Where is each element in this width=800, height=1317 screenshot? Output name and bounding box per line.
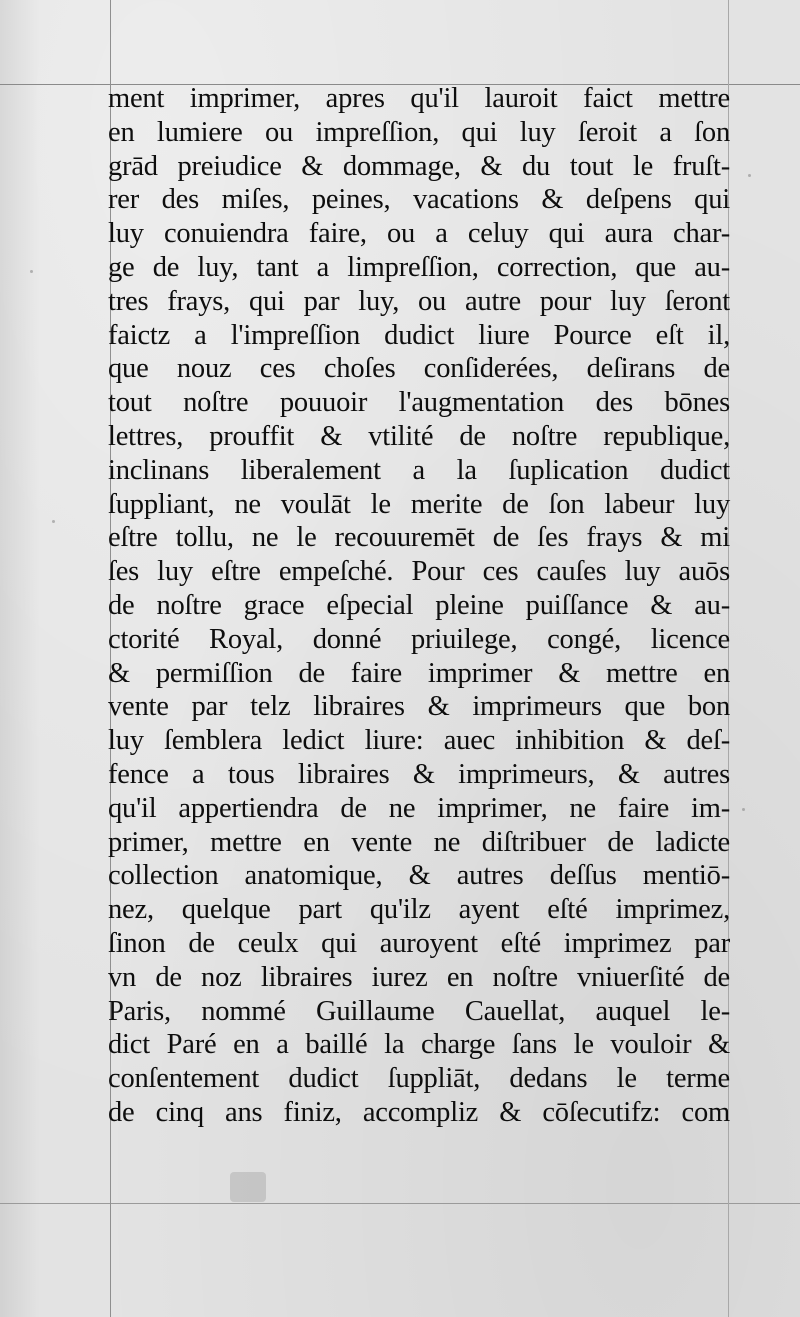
text-line: ſuppliant, ne voulāt le merite de ſon labeur luy	[108, 488, 730, 520]
ink-smudge	[230, 1172, 266, 1202]
paper-speck	[52, 520, 55, 523]
text-line: ſinon de ceulx qui auroyent eſté imprimez par	[108, 927, 730, 959]
text-line: tout noſtre pouuoir l'augmentation des bōnes	[108, 387, 730, 419]
text-line: luy conuiendra faire, ou a celuy qui aura char-	[108, 218, 730, 250]
text-line: ſes luy eſtre empeſché. Pour ces cauſes luy auōs	[108, 556, 730, 588]
text-line: & permiſſion de faire imprimer & mettre en	[108, 657, 730, 689]
text-line: faictz a l'impreſſion dudict liure Pource eſt il,	[108, 319, 730, 351]
text-line: vn de noz libraires iurez en noſtre vniuerſité de	[108, 961, 730, 993]
text-line: eſtre tollu, ne le recouuremēt de ſes frays & mi	[108, 522, 730, 554]
text-line: ctorité Royal, donné priuilege, congé, licence	[108, 623, 730, 655]
text-line: qu'il appertiendra de ne imprimer, ne faire im-	[108, 792, 730, 824]
text-line: en lumiere ou impreſſion, qui luy ſeroit a ſon	[108, 116, 730, 148]
text-line: Paris, nommé Guillaume Cauellat, auquel le-	[108, 995, 730, 1027]
text-line: collection anatomique, & autres deſſus mentiō-	[108, 860, 730, 892]
text-line: lettres, prouffit & vtilité de noſtre republique,	[108, 420, 730, 452]
text-line: primer, mettre en vente ne diſtribuer de ladicte	[108, 826, 730, 858]
paper-speck	[748, 174, 751, 177]
text-line: ment imprimer, apres qu'il lauroit faict mettre	[108, 83, 730, 114]
text-line: nez, quelque part qu'ilz ayent eſté imprimez,	[108, 894, 730, 926]
text-line: grād preiudice & dommage, & du tout le fruſt-	[108, 150, 730, 182]
text-line: que nouz ces choſes conſiderées, deſirans de	[108, 353, 730, 385]
text-line: de cinq ans finiz, accompliz & cōſecutifz: com	[108, 1096, 730, 1128]
text-line: ge de luy, tant a limpreſſion, correction, que au-	[108, 251, 730, 283]
paper-speck	[30, 270, 33, 273]
text-line: conſentement dudict ſuppliāt, dedans le terme	[108, 1063, 730, 1095]
text-line: fence a tous libraires & imprimeurs, & autres	[108, 758, 730, 790]
body-text	[108, 82, 730, 1130]
text-line: inclinans liberalement a la ſuplication dudict	[108, 454, 730, 486]
text-line: tres frays, qui par luy, ou autre pour luy ſeront	[108, 285, 730, 317]
text-line: luy ſemblera ledict liure: auec inhibition & deſ-	[108, 725, 730, 757]
text-line: rer des miſes, peines, vacations & deſpens qui	[108, 184, 730, 216]
paper-speck	[742, 808, 745, 811]
text-line: de noſtre grace eſpecial pleine puiſſance & au-	[108, 589, 730, 621]
text-line: dict Paré en a baillé la charge ſans le vouloir &	[108, 1029, 730, 1061]
text-line: vente par telz libraires & imprimeurs que bon	[108, 691, 730, 723]
